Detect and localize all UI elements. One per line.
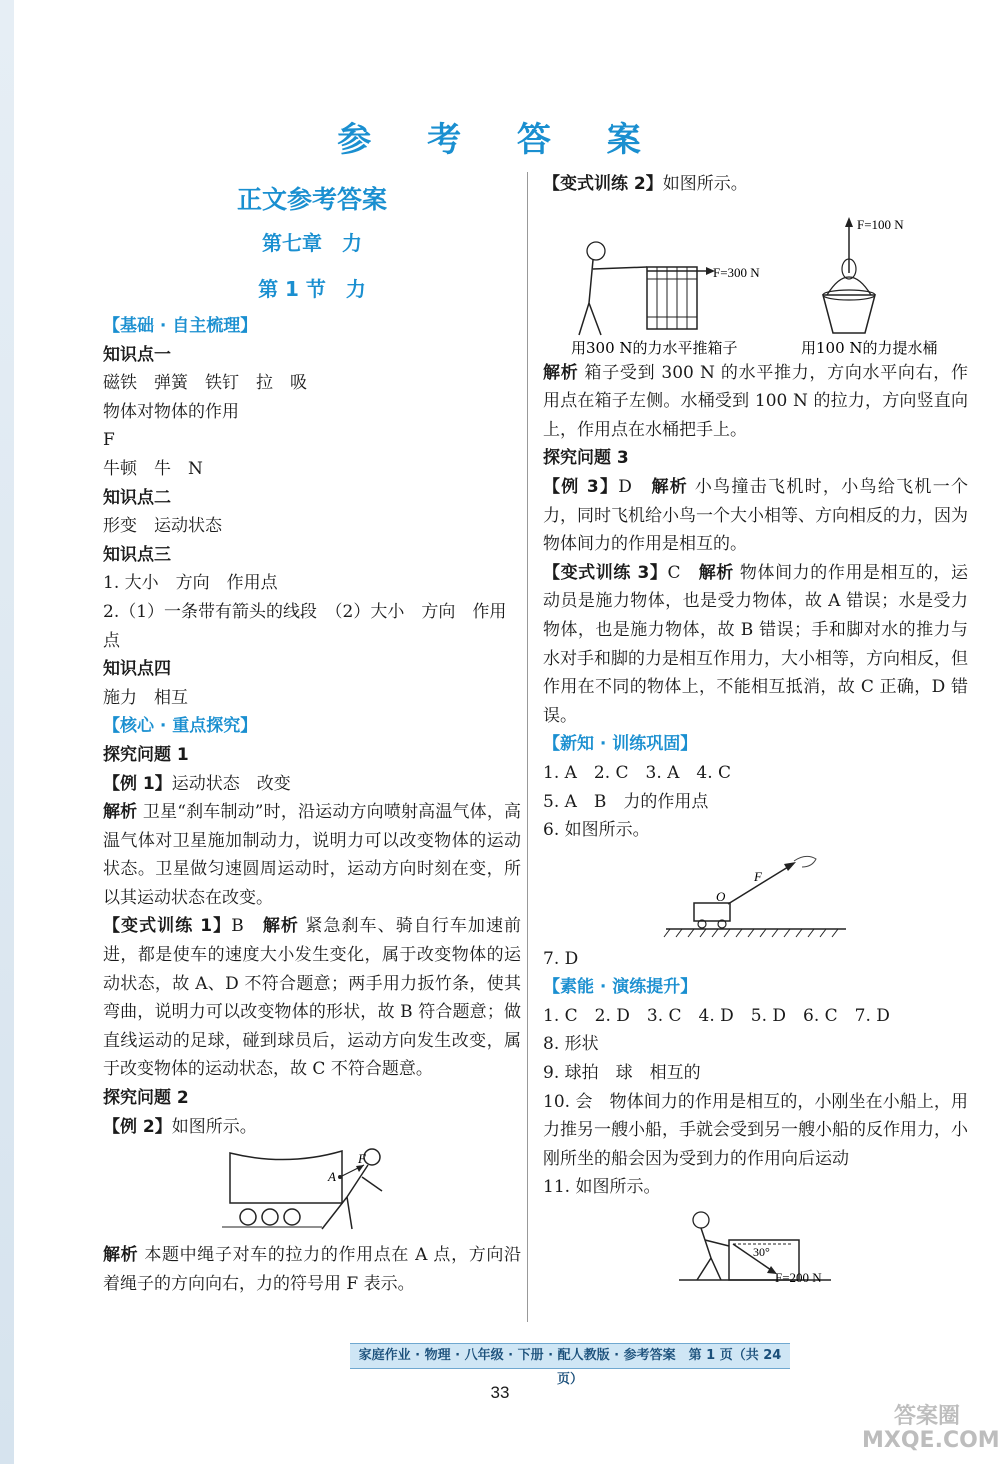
knowledge-point-3: 知识点三 [103,544,171,565]
page-title: 参 考 答 案 [337,120,663,160]
analysis-label: 解析 [103,802,138,823]
quality-answers-1-7: 1. C 2. D 3. C 4. D 5. D 6. C 7. D [543,1005,890,1026]
left-margin-band [0,0,14,1464]
person-leg [347,1197,352,1229]
kp1-answer-2: 物体对物体的作用 [103,401,239,422]
label-f: F [358,1151,366,1167]
person-figure [697,1228,729,1280]
inquiry-question-2: 探究问题 2 [103,1088,189,1109]
example-1-answer: 运动状态 改变 [171,773,291,794]
cart-pull-figure [212,1145,412,1237]
kp2-answer-1: 形变 运动状态 [103,516,222,537]
analysis-text: 紧急刹车、骑自行车加速前进，都是使车的速度大小发生变化，属于改变物体的运动状态，故 A、D 不符合题意；两手用力扳竹条，使其弯曲，说明力可以改变物体的形状，故 B 符合题意；做直线运动的足球，碰到球员后，运动方向发生改变，属于改变物体的运动状态，故 C 不符合题意。 [103,916,522,1080]
example-1 [103,770,521,799]
analysis-label: 解析 [698,562,734,583]
analysis-text: 物体间力的作用是相互的，运动员是施力物体，也是受力物体，故 A 错误；水是受力物体，也是施力物体，故 B 错误；手和脚对水的推力与水对手和脚的力是相互作用力，大小相等，方向相反，但作用在不同的物体上，不能相互抵消，故 C 正确，D 错误。 [543,562,969,726]
example-2-analysis [103,1241,521,1298]
example-1-analysis [103,798,521,912]
bucket-caption: 用100 N的力提水桶 [800,338,938,355]
variant-1-label: 【变式训练 1】 [103,916,232,937]
footer-banner: 家庭作业 · 物理 · 八年级 · 下册 · 配人教版 · 参考答案 第 1 页（共 24 页） [350,1343,790,1369]
kp4-answer-1: 施力 相互 [103,687,188,708]
force-arrowhead [845,217,853,227]
cart-wheel [240,1209,256,1225]
bucket-force-label: F=100 N [856,216,904,232]
example-3-label: 【例 3】 [543,476,619,497]
example-2-answer: 如图所示。 [171,1116,257,1137]
column-divider [527,172,528,1322]
angle-label: 30° [752,1245,770,1260]
quality-answer-8: 8. 形状 [543,1034,599,1055]
force-label: F=200 N [774,1270,822,1286]
quality-answer-11: 11. 如图所示。 [543,1177,661,1198]
knowledge-point-2: 知识点二 [103,487,171,508]
knowledge-point-1: 知识点一 [103,344,171,365]
box-caption: 用300 N的力水平推箱子 [570,338,738,355]
new-knowledge-header: 【新知 · 训练巩固】 [543,734,698,755]
example-3 [543,473,968,559]
point-a [338,1175,342,1179]
cart-body [230,1151,342,1203]
example-2 [103,1113,521,1142]
left-column [103,180,521,1298]
person-figure [579,260,647,335]
cart-wheel [284,1209,300,1225]
person-leg [322,1197,347,1229]
analysis-label: 解析 [262,916,299,937]
cart-wheel [262,1209,278,1225]
variant-3-label: 【变式训练 3】 [543,562,668,583]
new-answer-5: 5. A B 力的作用点 [543,791,709,812]
watermark-logo: 答案圈 MXQE.COM [862,1404,1000,1453]
box-bucket-figure [551,203,961,355]
force-arrowhead [784,862,796,871]
right-column [543,170,968,1294]
label-o: O [715,888,725,904]
core-header: 【核心 · 重点探究】 [103,716,258,737]
kp3-answer-1: 1. 大小 方向 作用点 [103,573,278,594]
label-f: F [753,868,762,884]
variant-2-answer: 如图所示。 [662,174,748,194]
inquiry-question-1: 探究问题 1 [103,744,189,765]
analysis-label: 解析 [543,362,579,383]
variant-2 [543,170,968,199]
variant-1-answer: B [231,916,244,937]
person-head [587,242,605,260]
cart-force-figure [656,849,856,941]
analysis-text: 本题中绳子对车的拉力的作用点在 A 点，方向沿着绳子的方向向右，力的符号用 F 表示。 [103,1245,522,1294]
main-heading: 正文参考答案 [236,185,387,214]
new-answer-7: 7. D [543,948,579,969]
hand-sketch [794,856,816,867]
cart-body [694,903,730,921]
example-1-label: 【例 1】 [103,773,172,794]
quality-answer-9: 9. 球拍 球 相互的 [543,1063,701,1084]
knowledge-point-4: 知识点四 [103,659,171,680]
person-head [364,1149,380,1165]
person-body [347,1165,368,1197]
variant-2-analysis [543,359,968,445]
kp1-answer-1: 磁铁 弹簧 铁钉 拉 吸 [103,373,307,394]
basics-header: 【基础 · 自主梳理】 [103,316,258,336]
box-force-label: F=300 N [712,264,760,280]
bucket [823,295,875,333]
chapter-heading: 第七章 力 [262,231,362,255]
kp1-answer-4: 牛顿 牛 N [103,458,203,479]
analysis-text: 箱子受到 300 N 的水平推力，方向水平向右，作用点在箱子左侧。水桶受到 100 N 的拉力，方向竖直向上，作用点在水桶把手上。 [543,362,969,440]
bucket-handle [827,277,871,295]
variant-3-answer: C [667,562,681,583]
variant-2-label: 【变式训练 2】 [543,174,663,194]
kp3-answer-2: 2.（1）一条带有箭头的线段 （2）大小 方向 作用点 [103,601,507,651]
variant-3 [543,559,968,731]
example-3-answer: D [618,476,632,497]
analysis-text: 卫星“刹车制动”时，沿运动方向喷射高温气体，高温气体对卫星施加制动力，说明力可以改变物体的运动状态。卫星做匀速圆周运动时，运动方向时刻在变，所以其运动状态在改变。 [103,802,522,908]
quality-header: 【素能 · 演练提升】 [543,977,698,998]
box [647,267,697,329]
variant-1 [103,912,521,1084]
new-answer-6: 6. 如图所示。 [543,820,650,841]
page-number: 33 [490,1383,510,1402]
analysis-text: 小鸟撞击飞机时，小鸟给飞机一个力，同时飞机给小鸟一个大小相等、方向相反的力，因为物体间力的作用是相互的。 [543,476,969,555]
push-box-figure [671,1206,841,1290]
person-head [693,1212,709,1228]
person-arm [362,1177,382,1191]
example-2-label: 【例 2】 [103,1116,172,1137]
quality-answer-10: 10. 会 物体间力的作用是相互的，小刚坐在小船上，用力推另一艘小船，手就会受到另一艘小船的反作用力，小刚所坐的船会因为受到力的作用向后运动 [543,1091,968,1169]
label-a: A [328,1169,336,1185]
kp1-answer-3: F [103,430,115,451]
section-heading: 第 1 节 力 [258,277,366,301]
analysis-label: 解析 [651,476,689,497]
new-answers-1-4: 1. A 2. C 3. A 4. C [543,762,732,783]
inquiry-question-3: 探究问题 3 [543,448,629,469]
analysis-label: 解析 [103,1245,139,1266]
